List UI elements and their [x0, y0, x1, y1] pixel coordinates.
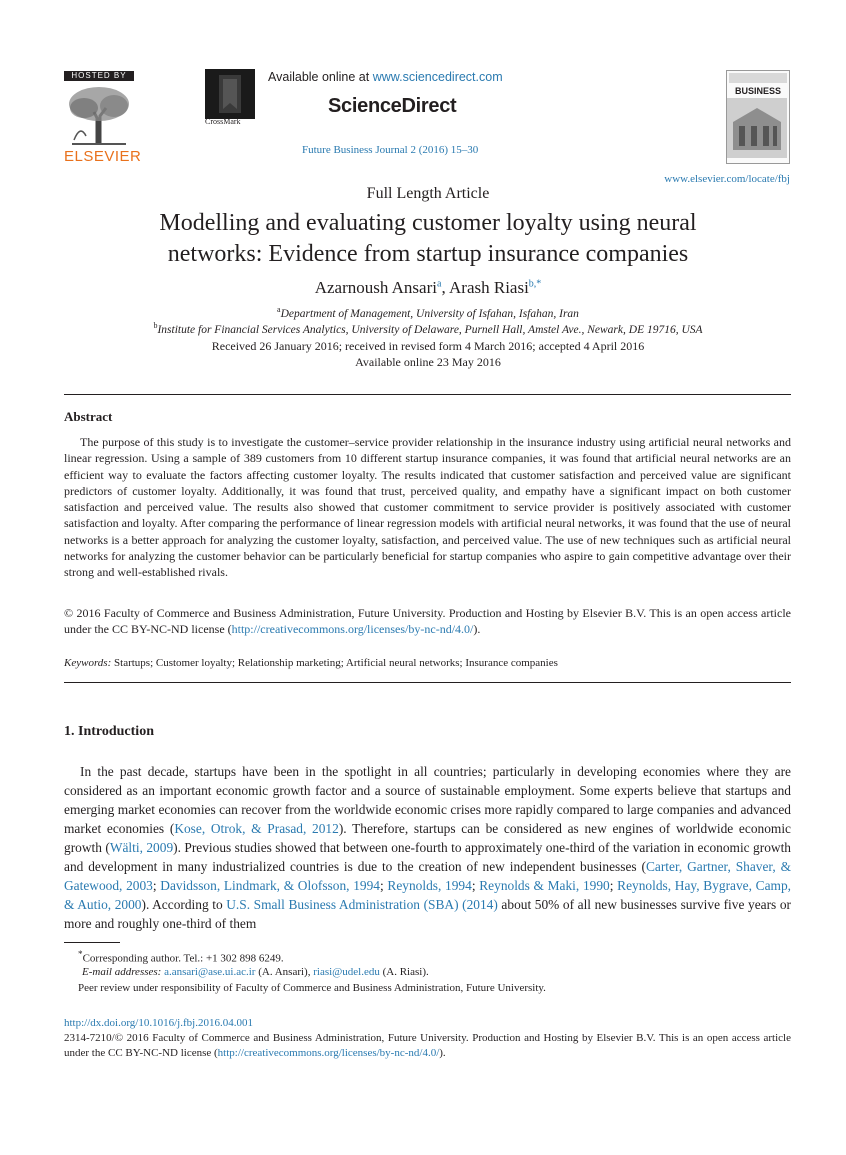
author-list — [0, 278, 846, 298]
title-line-2: networks: Evidence from startup insurance companies — [167, 241, 689, 267]
email-link-riasi[interactable]: riasi@udel.edu — [313, 966, 380, 978]
author-1: Azarnoush Ansari — [314, 278, 437, 297]
corresponding-author-note — [78, 949, 284, 965]
title-line-1: Modelling and evaluating customer loyalty using neural — [159, 210, 697, 236]
corresponding-marker: * — [78, 949, 83, 959]
email-addresses — [82, 966, 429, 978]
elsevier-wordmark: ELSEVIER — [64, 148, 142, 165]
footer-license-link[interactable]: http://creativecommons.org/licenses/by-nc-nd/4.0/ — [217, 1047, 440, 1059]
citation-link[interactable]: U.S. Small Business Administration (SBA) (2014) — [226, 897, 498, 912]
copyright-text: © 2016 Faculty of Commerce and Business Administration, Future University. Production and Hosting by Elsevier B.V. This is an open access article under the CC BY-NC-ND license ( — [64, 606, 791, 637]
corresponding-text: Corresponding author. Tel.: +1 302 898 6249. — [82, 952, 284, 965]
sciencedirect-wordmark: ScienceDirect — [328, 95, 457, 117]
citation-link[interactable]: Reynolds & Maki, 1990 — [479, 878, 610, 893]
doi-link[interactable]: http://dx.doi.org/10.1016/j.fbj.2016.04.001 — [64, 1017, 253, 1029]
author-2-affil-link[interactable]: b,* — [528, 278, 542, 290]
abstract-heading: Abstract — [64, 409, 113, 424]
citation-link[interactable]: Davidsson, Lindmark, & Olofsson, 1994 — [160, 878, 380, 893]
hosted-by-label: HOSTED BY — [64, 71, 134, 81]
intro-text: ; — [379, 878, 388, 893]
crossmark-label: CrossMark — [205, 117, 241, 126]
affiliation-a-marker: a — [277, 305, 281, 314]
available-prefix: Available online at — [268, 70, 373, 84]
available-online-date: Available online 23 May 2016 — [355, 355, 501, 369]
intro-text: In the past decade, startups have been in the spotlight in all countries; particularly in developing economies where they are considered as an important economic growth factor and a source of sustainable employment. Some experts believe that startups and emerging market economies can recover from the worldwide economic crises more rapidly compared to large companies and advanced market economies ( — [64, 764, 791, 836]
keywords-label: Keywords: — [64, 657, 112, 669]
received-dates: Received 26 January 2016; received in revised form 4 March 2016; accepted 4 April 2016 — [211, 339, 645, 353]
affiliation-a — [0, 305, 846, 320]
author-1-affil-link[interactable]: a — [436, 278, 442, 290]
citation-link[interactable]: Kose, Otrok, & Prasad, 2012 — [174, 821, 339, 836]
crossmark-icon[interactable] — [205, 69, 255, 119]
issn-copyright — [64, 1031, 791, 1061]
article-type: Full Length Article — [366, 185, 490, 202]
email-label: E-mail addresses: — [82, 966, 162, 978]
journal-homepage-link[interactable]: www.elsevier.com/locate/fbj — [664, 173, 790, 185]
intro-text: ; — [609, 878, 618, 893]
citation-link[interactable]: Reynolds, Hay, Bygrave, Camp, & Autio, 2000 — [64, 878, 791, 912]
footnote-divider — [64, 942, 120, 943]
affiliation-b — [0, 321, 846, 336]
journal-reference-link[interactable]: Future Business Journal 2 (2016) 15–30 — [302, 144, 479, 156]
cover-title: BUSINESS — [734, 86, 781, 96]
affiliation-b-text: Institute for Financial Services Analytics, University of Delaware, Purnell Hall, Amstel Ave., Newark, DE 19716, USA — [157, 323, 703, 336]
cover-building-image — [727, 98, 787, 158]
copyright-notice — [64, 605, 791, 638]
keywords — [64, 657, 558, 669]
issn-text: 2314-7210/© 2016 Faculty of Commerce and Business Administration, Future University. Production and Hosting by Elsevier B.V. This is an open access article under the CC BY-NC-ND license ( — [64, 1032, 791, 1059]
sciencedirect-link[interactable]: www.sciencedirect.com — [372, 70, 503, 84]
intro-text: ). Therefore, startups can be considered as new engines of worldwide economic growth ( — [64, 821, 791, 855]
author-2: Arash Riasi — [449, 278, 529, 297]
intro-text: ; — [152, 878, 161, 893]
intro-text: ). Previous studies showed that between one-fourth to approximately one-third of the variation in economic growth and development in many industrialized countries is due to the creation of new independent businesses ( — [64, 840, 791, 874]
divider-top — [64, 394, 791, 395]
citation-link[interactable]: Carter, Gartner, Shaver, & Gatewood, 2003 — [64, 859, 791, 893]
keywords-list: Startups; Customer loyalty; Relationship marketing; Artificial neural networks; Insurance companies — [111, 657, 558, 669]
author-separator: , — [441, 278, 449, 297]
copyright-end: ). — [473, 622, 481, 637]
affiliation-a-text: Department of Management, University of Isfahan, Isfahan, Iran — [280, 307, 579, 320]
abstract-body: The purpose of this study is to investigate the customer–service provider relationship in the insurance industry using artificial neural networks and linear regression. Using a sample of 389 customers from 10 different startup insurance companies, it was found that artificial neural networks are an efficient way to evaluate the factors affecting customer loyalty. The results indicated that customer satisfaction and perceived value are significant predictors of customer loyalty. Additionally, it was found that trust, perceived quality, and empathy have a significant impact on both customer satisfaction and perceived value. The results also showed that customer commitment to service provider is positively associated with customer satisfaction and loyalty. After comparing the performance of linear regression models with artificial neural networks, it was found that the use of neural networks is a better approach for analyzing the customer loyalty, satisfaction, and perceived value. The use of new techniques such as artificial neural networks for analyzing the customer behavior can be particularly beneficial for startup companies who aspire to gain competitive advantage over their strong and well-established rivals. — [64, 435, 791, 580]
affiliation-b-marker: b — [153, 321, 158, 330]
email-name-riasi: (A. Riasi). — [379, 966, 429, 978]
article-title — [90, 208, 766, 270]
issn-end: ). — [439, 1047, 446, 1059]
elsevier-tree-logo — [64, 84, 134, 146]
available-online — [268, 70, 503, 84]
divider-bottom — [64, 682, 791, 683]
email-link-ansari[interactable]: a.ansari@ase.ui.ac.ir — [164, 966, 256, 978]
intro-text: ). According to — [141, 897, 227, 912]
journal-cover-thumbnail[interactable] — [726, 70, 790, 164]
intro-text: about 50% of all new businesses survive five years or more and roughly one-third of them — [64, 897, 791, 931]
peer-review-note: Peer review under responsibility of Faculty of Commerce and Business Administration, Future University. — [78, 982, 546, 994]
citation-link[interactable]: Wälti, 2009 — [109, 840, 174, 855]
citation-link[interactable]: Reynolds, 1994 — [387, 878, 472, 893]
license-link[interactable]: http://creativecommons.org/licenses/by-nc-nd/4.0/ — [231, 622, 474, 637]
email-name-ansari: (A. Ansari), — [255, 966, 314, 978]
section-heading-introduction: 1. Introduction — [64, 724, 154, 739]
intro-text: ; — [471, 878, 480, 893]
introduction-paragraph — [64, 762, 791, 933]
